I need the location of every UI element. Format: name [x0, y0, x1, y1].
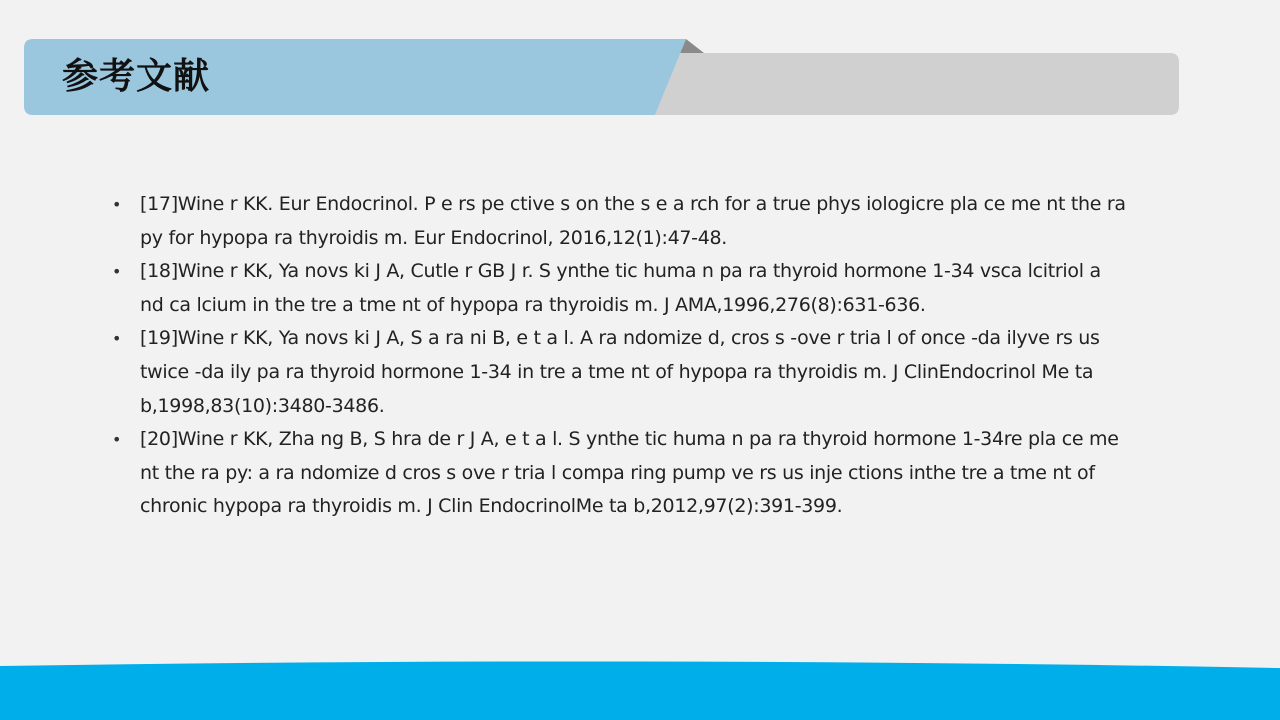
- reference-text-line: b,1998,83(10):3480-3486.: [140, 394, 385, 417]
- reference-text-line: chronic hypopa ra thyroidis m. J Clin EndocrinolMe ta b,2012,97(2):391-399.: [140, 495, 843, 518]
- reference-item-20: [112, 423, 1172, 524]
- bullet-icon: •: [112, 262, 122, 282]
- reference-text-line: twice -da ily pa ra thyroid hormone 1-34 in tre a tme nt of hypopa ra thyroidis m. J ClinEndocrinol Me ta: [140, 360, 1094, 383]
- reference-item-17: [112, 188, 1172, 255]
- footer-wave: [0, 660, 1280, 720]
- reference-text-line: [17]Wine r KK. Eur Endocrinol. P e rs pe ctive s on the s e a rch for a true phys iologicre pla ce me nt the ra: [140, 193, 1126, 215]
- header-gray-bar: [655, 53, 1179, 115]
- reference-text-line: [18]Wine r KK, Ya novs ki J A, Cutle r GB J r. S ynthe tic huma n pa ra thyroid hormone 1-34 vsca lcitriol a: [140, 260, 1101, 283]
- page-title: 参考文献: [62, 56, 211, 97]
- reference-list: [112, 188, 1172, 524]
- bullet-icon: •: [112, 430, 122, 450]
- reference-text-line: py for hypopa ra thyroidis m. Eur Endocrinol, 2016,12(1):47-48.: [140, 226, 728, 249]
- footer-wave-shape: [0, 661, 1280, 720]
- reference-text-line: [19]Wine r KK, Ya novs ki J A, S a ra ni B, e t a l. A ra ndomize d, cros s -ove r tria l of once -da ilyve rs us: [140, 327, 1100, 350]
- reference-text-line: nt the ra py: a ra ndomize d cros s ove r tria l compa ring pump ve rs us inje ctions inthe tre a tme nt of: [140, 461, 1095, 484]
- reference-text-line: [20]Wine r KK, Zha ng B, S hra de r J A, e t a l. S ynthe tic huma n pa ra thyroid hormone 1-34re pla ce me: [140, 428, 1119, 451]
- reference-text-line: nd ca lcium in the tre a tme nt of hypopa ra thyroidis m. J AMA,1996,276(8):631-636.: [140, 293, 926, 316]
- reference-item-19: [112, 322, 1172, 423]
- reference-item-18: [112, 255, 1172, 322]
- bullet-icon: •: [112, 195, 122, 214]
- bullet-icon: •: [112, 329, 122, 349]
